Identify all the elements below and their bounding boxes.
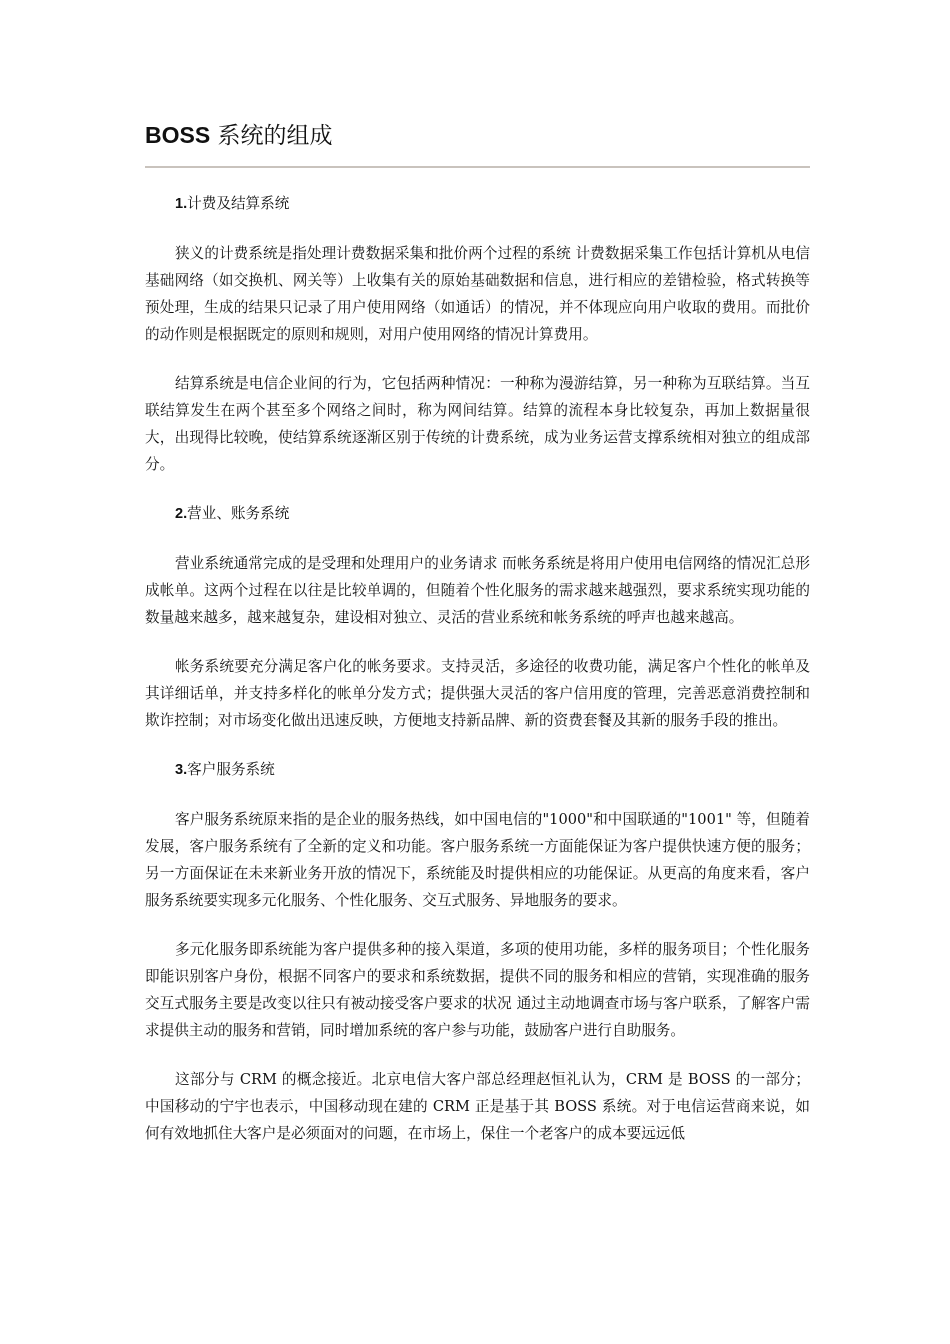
paragraph: 多元化服务即系统能为客户提供多种的接入渠道，多项的使用功能，多样的服务项目；个性化服务即能识别客户身份，根据不同客户的要求和系统数据，提供不同的服务和相应的营销，实现准确的服务 交互式服务主要是改变以往只有被动接受客户要求的状况 通过主动地调查市场与客户联系，了解客户需求提供主动的服务和营销，同时增加系统的客户参与功能，鼓励客户进行自助服务。 bbox=[145, 941, 810, 1039]
section-heading-text: 营业、账务系统 bbox=[187, 505, 290, 522]
section-heading-text: 计费及结算系统 bbox=[187, 195, 290, 212]
section-heading-billing bbox=[145, 190, 810, 218]
title-divider bbox=[145, 166, 810, 168]
section-heading-text: 客户服务系统 bbox=[187, 761, 275, 778]
paragraph: 狭义的计费系统是指处理计费数据采集和批价两个过程的系统 计费数据采集工作包括计算机从电信基础网络（如交换机、网关等）上收集有关的原始基础数据和信息，进行相应的差错检验，格式转换等预处理，生成的结果只记录了用户使用网络（如通话）的情况，并不体现应向用户收取的费用。而批价的动作则是根据既定的原则和规则，对用户使用网络的情况计算费用。 bbox=[145, 245, 810, 343]
paragraph: 营业系统通常完成的是受理和处理用户的业务请求 而帐务系统是将用户使用电信网络的情况汇总形成帐单。这两个过程在以往是比较单调的，但随着个性化服务的需求越来越强烈，要求系统实现功能的数量越来越多，越来越复杂，建设相对独立、灵活的营业系统和帐务系统的呼声也越来越高。 bbox=[145, 555, 810, 626]
section-number: 3. bbox=[175, 762, 188, 778]
document-title bbox=[145, 118, 333, 153]
section-heading-business-accounting bbox=[145, 500, 810, 528]
title-cn: 系统的组成 bbox=[210, 123, 333, 149]
title-latin: BOSS bbox=[145, 122, 211, 148]
section-number: 1. bbox=[175, 196, 188, 212]
section-number: 2. bbox=[175, 506, 188, 522]
paragraph: 结算系统是电信企业间的行为，它包括两种情况：一种称为漫游结算，另一种称为互联结算。当互联结算发生在两个甚至多个网络之间时，称为网间结算。结算的流程本身比较复杂，再加上数据量很大，出现得比较晚，使结算系统逐渐区别于传统的计费系统，成为业务运营支撑系统相对独立的组成部分。 bbox=[145, 375, 810, 473]
paragraph: 客户服务系统原来指的是企业的服务热线，如中国电信的"1000"和中国联通的"1001" 等，但随着发展，客户服务系统有了全新的定义和功能。客户服务系统一方面能保证为客户提供快速方便的服务；另一方面保证在未来新业务开放的情况下，系统能及时提供相应的功能保证。从更高的角度来看，客户服务系统要实现多元化服务、个性化服务、交互式服务、异地服务的要求。 bbox=[145, 811, 810, 909]
paragraph: 帐务系统要充分满足客户化的帐务要求。支持灵活，多途径的收费功能，满足客户个性化的帐单及其详细话单，并支持多样化的帐单分发方式；提供强大灵活的客户信用度的管理，完善恶意消费控制和欺诈控制；对市场变化做出迅速反映，方便地支持新品牌、新的资费套餐及其新的服务手段的推出。 bbox=[145, 658, 810, 729]
paragraph: 这部分与 CRM 的概念接近。北京电信大客户部总经理赵恒礼认为，CRM 是 BOSS 的一部分；中国移动的宁宇也表示，中国移动现在建的 CRM 正是基于其 BOSS 系统。对于电信运营商来说，如何有效地抓住大客户是必须面对的问题，在市场上，保住一个老客户的成本要远远低 bbox=[145, 1071, 810, 1142]
document-body bbox=[145, 190, 810, 1169]
section-heading-customer-service bbox=[145, 756, 810, 784]
